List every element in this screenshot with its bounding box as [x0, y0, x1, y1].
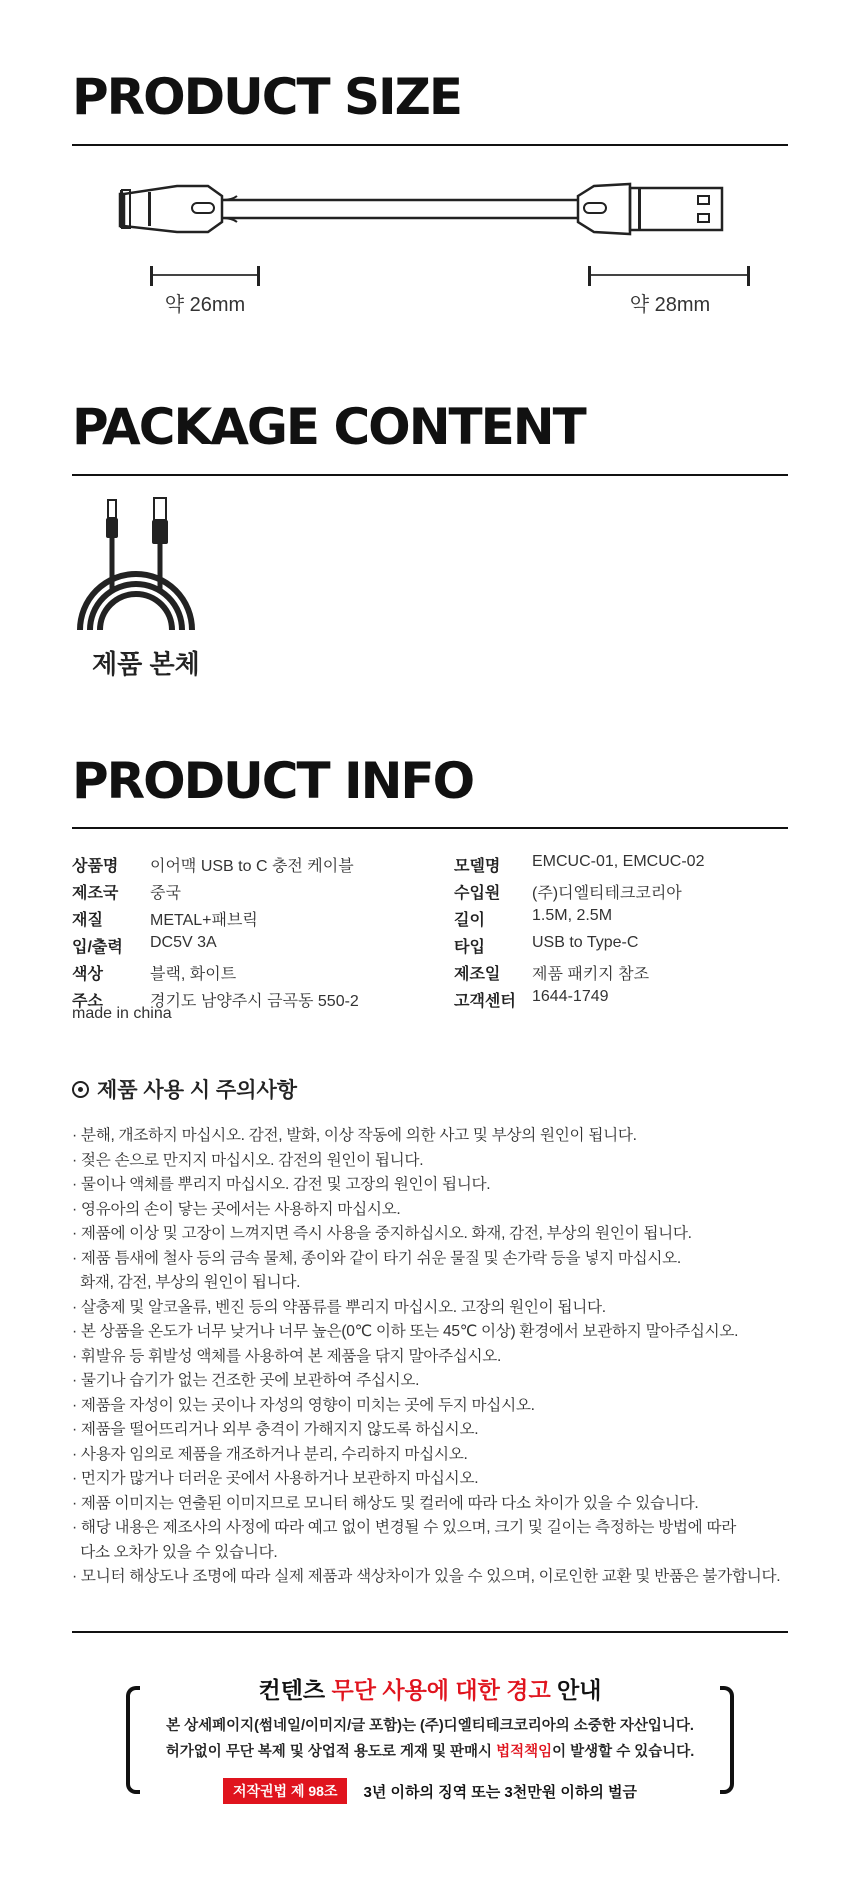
caution-heading	[72, 1074, 297, 1104]
info-value: EMCUC-01, EMCUC-02	[532, 853, 705, 870]
caution-item: · 제품에 이상 및 고장이 느껴지면 즉시 사용을 중지하십시오. 화재, 감전, 부상의 원인이 됩니다.	[72, 1225, 692, 1242]
warning-title-suffix: 안내	[550, 1677, 602, 1703]
caution-title-text: 제품 사용 시 주의사항	[97, 1079, 298, 1102]
cable-size-diagram	[72, 170, 762, 246]
info-key: 모델명	[454, 858, 501, 875]
warning-line2-suffix: 이 발생할 수 있습니다.	[552, 1744, 695, 1760]
warning-line-2	[0, 1740, 860, 1761]
info-key: 상품명	[72, 858, 119, 875]
info-value: 경기도 남양주시 금곡동 550-2	[150, 993, 359, 1010]
product-info-divider	[72, 827, 788, 829]
usb-a-connector-icon	[578, 184, 722, 234]
warning-line-1: 본 상세페이지(썸네일/이미지/글 포함)는 (주)디엘티테크코리아의 소중한 자산입니다.	[166, 1718, 694, 1734]
info-key: 고객센터	[454, 993, 516, 1010]
caution-item: · 제품을 자성이 있는 곳이나 자성의 영향이 미치는 곳에 두지 마십시오.	[72, 1396, 535, 1414]
info-value: 1644-1749	[532, 988, 609, 1005]
caution-item: · 제품 틈새에 철사 등의 금속 물체, 종이와 같이 타기 쉬운 물질 및 손가락 등을 넣지 마십시오.	[72, 1249, 681, 1267]
cable-body	[222, 196, 578, 222]
info-key: 타입	[454, 939, 485, 956]
warning-title-prefix: 컨텐츠	[258, 1677, 332, 1703]
package-item-label: 제품 본체	[92, 649, 200, 679]
caution-item: · 모니터 해상도나 조명에 따라 실제 제품과 색상차이가 있을 수 있으며, 이로인한 교환 및 반품은 불가합니다.	[72, 1568, 781, 1585]
caution-item: · 영유아의 손이 닿는 곳에서는 사용하지 마십시오.	[72, 1200, 401, 1218]
info-value: DC5V 3A	[150, 934, 217, 951]
info-key: 제조일	[454, 966, 501, 983]
caution-item: · 물이나 액체를 뿌리지 마십시오. 감전 및 고장의 원인이 됩니다.	[72, 1176, 491, 1193]
penalty-text: 3년 이하의 징역 또는 3천만원 이하의 벌금	[363, 1783, 638, 1801]
info-value: 이어맥 USB to C 충전 케이블	[150, 858, 354, 875]
caution-item: · 본 상품을 온도가 너무 낮거나 너무 높은(0℃ 이하 또는 45℃ 이상) 환경에서 보관하지 말아주십시오.	[72, 1323, 739, 1340]
warning-title	[0, 1672, 860, 1705]
warning-divider	[72, 1631, 788, 1633]
caution-list	[72, 1124, 812, 1590]
left-measure-label: 약 26mm	[164, 294, 246, 316]
package-content-title: PACKAGE CONTENT	[72, 398, 585, 456]
warning-line2-prefix: 허가없이 무단 복제 및 상업적 용도로 게재 및 판매시	[165, 1744, 497, 1760]
caution-item: · 제품을 떨어뜨리거나 외부 충격이 가해지지 않도록 하십시오.	[72, 1421, 479, 1438]
warning-line2-highlight: 법적책임	[496, 1744, 553, 1760]
warning-penalty-row	[0, 1778, 860, 1804]
left-measure-line	[150, 266, 260, 286]
info-value: 1.5M, 2.5M	[532, 907, 613, 924]
copyright-law-badge: 저작권법 제 98조	[223, 1778, 348, 1804]
caution-item: · 젖은 손으로 만지지 마십시오. 감전의 원인이 됩니다.	[72, 1151, 424, 1169]
info-value: 블랙, 화이트	[150, 966, 237, 983]
caution-item: · 분해, 개조하지 마십시오. 감전, 발화, 이상 작동에 의한 사고 및 부상의 원인이 됩니다.	[72, 1127, 637, 1144]
info-key: 제조국	[72, 885, 119, 902]
info-key: 주소	[72, 993, 103, 1010]
info-value: 중국	[150, 885, 181, 902]
right-measure-line	[588, 266, 750, 286]
caution-item: · 먼지가 많거나 더러운 곳에서 사용하거나 보관하지 마십시오.	[72, 1470, 479, 1487]
warning-title-highlight: 무단 사용에 대한 경고	[331, 1677, 551, 1703]
caution-item: · 제품 이미지는 연출된 이미지므로 모니터 해상도 및 컬러에 따라 다소 차이가 있을 수 있습니다.	[72, 1494, 699, 1512]
info-key: 입/출력	[72, 939, 123, 956]
caution-item: 다소 오차가 있을 수 있습니다.	[72, 1543, 278, 1561]
caution-item: · 해당 내용은 제조사의 사정에 따라 예고 없이 변경될 수 있으며, 크기 및 길이는 측정하는 방법에 따라	[72, 1519, 736, 1536]
product-size-title: PRODUCT SIZE	[72, 68, 461, 126]
info-value: METAL+패브릭	[150, 912, 258, 929]
info-key: 색상	[72, 966, 103, 983]
made-in-text: made in china	[72, 1005, 172, 1022]
info-value: 제품 패키지 참조	[532, 966, 650, 983]
type-c-connector-icon	[120, 186, 222, 232]
caution-item: · 살충제 및 알코올류, 벤진 등의 약품류를 뿌리지 마십시오. 고장의 원인이 됩니다.	[72, 1298, 606, 1316]
product-info-title: PRODUCT INFO	[72, 752, 474, 810]
info-key: 재질	[72, 912, 103, 929]
product-size-divider	[72, 144, 788, 146]
coiled-cable-icon	[74, 490, 204, 640]
info-value: USB to Type-C	[532, 934, 639, 951]
caution-item: 화재, 감전, 부상의 원인이 됩니다.	[72, 1274, 301, 1291]
right-measure-label: 약 28mm	[629, 294, 711, 316]
caution-item: · 물기나 습기가 없는 건조한 곳에 보관하여 주십시오.	[72, 1372, 420, 1389]
info-key: 길이	[454, 912, 485, 929]
info-value: (주)디엘티테크코리아	[532, 885, 682, 902]
info-key: 수입원	[454, 885, 501, 902]
caution-item: · 휘발유 등 휘발성 액체를 사용하여 본 제품을 닦지 말아주십시오.	[72, 1347, 502, 1365]
target-circle-icon	[72, 1081, 89, 1098]
package-content-divider	[72, 474, 788, 476]
caution-item: · 사용자 임의로 제품을 개조하거나 분리, 수리하지 마십시오.	[72, 1445, 468, 1463]
